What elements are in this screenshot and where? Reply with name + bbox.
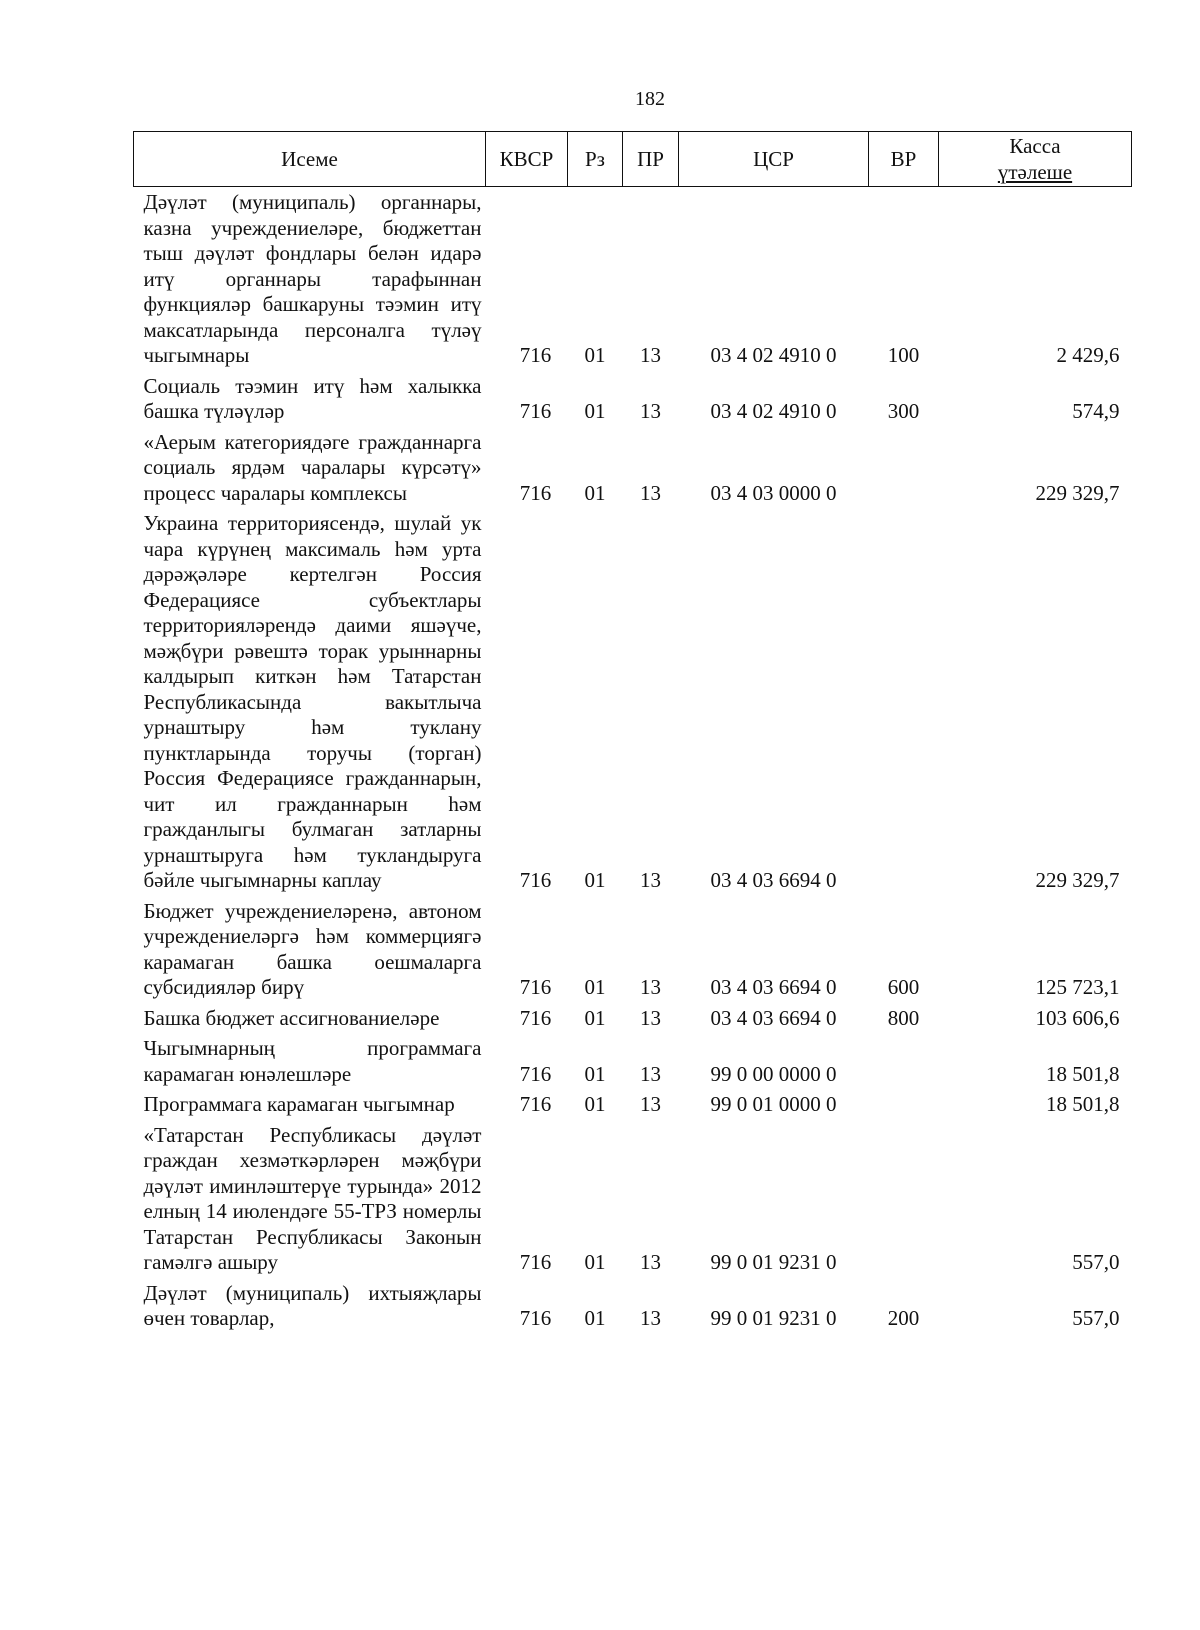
row-kassa: 103 606,6: [1035, 1005, 1120, 1030]
row-kassa: 125 723,1: [1035, 975, 1120, 999]
row-rz: 01: [584, 868, 606, 892]
row-csr: 99 0 00 0000 0: [710, 1061, 837, 1086]
row-csr: 03 4 03 6694 0: [710, 1005, 837, 1030]
row-rz: 01: [584, 1250, 606, 1274]
row-vr: [869, 1089, 939, 1120]
row-name: «Татарстан Республикасы дәүләт граждан хезмәткәрләрен мәҗбүри дәүләт иминләштерүе турында» 2012 елның 14 июлендәге 55-ТРЗ номерлы Татарстан Республикасы Законын гамәлгә ашыру: [143, 1122, 482, 1274]
row-vr: 300: [887, 399, 920, 423]
row-csr: 99 0 01 0000 0: [710, 1092, 837, 1116]
row-vr: [869, 1033, 939, 1089]
row-pr: 13: [640, 343, 661, 367]
table-row: [134, 896, 1132, 1003]
row-rz: 01: [584, 975, 606, 999]
row-name: Социаль тәэмин итү һәм халыкка башка түләүләр: [143, 373, 482, 423]
row-kassa: 2 429,6: [1056, 343, 1120, 367]
row-kvsr: 716: [519, 1092, 552, 1116]
row-csr: 99 0 01 9231 0: [710, 1250, 837, 1274]
table-row: [134, 1278, 1132, 1334]
row-vr: 100: [887, 343, 920, 367]
row-kassa: 557,0: [1072, 1250, 1120, 1274]
row-csr: 03 4 03 6694 0: [710, 975, 837, 999]
row-pr: 13: [640, 1306, 661, 1330]
row-vr: 800: [887, 1005, 920, 1030]
row-pr: 13: [640, 868, 661, 892]
row-kvsr: 716: [519, 1061, 552, 1086]
row-name: Украина территориясендә, шулай ук чара күрүнең максималь һәм урта дәрәҗәләре кертелгән Россия Федерациясе субъектлары территорияләрендә даими яшәүче, мәҗбүри рәвештә торак урыннарны калдырып киткән һәм Татарстан Республикасында вакытлыча урнаштыру һәм туклану пунктларында торучы (торган) Россия Федерациясе гражданнарын, чит ил гражданнарын һәм гражданлыгы булмаган затларны урнаштыруга һәм тукландыруга бәйле чыгымнарны каплау: [143, 511, 482, 892]
row-kvsr: 716: [519, 480, 552, 505]
row-rz: 01: [584, 399, 606, 423]
header-kassa-line1: Касса: [1009, 134, 1061, 158]
row-name: Башка бюджет ассигнованиеләре: [143, 1005, 440, 1030]
row-pr: 13: [640, 480, 661, 505]
row-pr: 13: [640, 399, 661, 423]
row-kassa: 18 501,8: [1046, 1061, 1120, 1086]
row-csr: 99 0 01 9231 0: [710, 1306, 837, 1330]
row-kassa: 229 329,7: [1035, 480, 1120, 505]
row-rz: 01: [584, 1306, 606, 1330]
row-vr: [869, 508, 939, 896]
header-name: Исеме: [134, 132, 486, 187]
row-csr: 03 4 02 4910 0: [710, 343, 837, 367]
row-kvsr: 716: [519, 1250, 552, 1274]
row-pr: 13: [640, 1061, 661, 1086]
row-rz: 01: [584, 1092, 606, 1116]
row-rz: 01: [584, 1061, 606, 1086]
row-vr: [869, 1120, 939, 1278]
row-rz: 01: [584, 480, 606, 505]
table-row: [134, 1033, 1132, 1089]
table-row: [134, 508, 1132, 896]
row-name: Программага карамаган чыгымнар: [143, 1092, 455, 1116]
row-rz: 01: [584, 343, 606, 367]
header-rz: Рз: [568, 132, 623, 187]
table-row: [134, 371, 1132, 427]
budget-execution-table: [133, 131, 1132, 1334]
row-kassa: 574,9: [1072, 399, 1120, 423]
table-row: [134, 1120, 1132, 1278]
row-kvsr: 716: [519, 1005, 552, 1030]
header-vr: ВР: [869, 132, 939, 187]
table-row: [134, 1089, 1132, 1120]
row-csr: 03 4 02 4910 0: [710, 399, 837, 423]
row-kassa: 229 329,7: [1035, 868, 1120, 892]
header-kassa: [939, 132, 1132, 187]
row-vr: [869, 427, 939, 509]
row-kvsr: 716: [519, 1306, 552, 1330]
row-name: Дәүләт (муниципаль) органнары, казна учреждениеләре, бюджеттан тыш дәүләт фондлары белән идарә итү органнары тарафыннан функцияләр башкаруны тәэмин итү максатларында персоналга түләү чыгымнары: [143, 190, 482, 367]
row-vr: 200: [887, 1306, 920, 1330]
row-kvsr: 716: [519, 868, 552, 892]
row-kvsr: 716: [519, 343, 552, 367]
row-kvsr: 716: [519, 399, 552, 423]
row-name: Чыгымнарның программага карамаган юнәлешләре: [143, 1036, 482, 1086]
row-pr: 13: [640, 1250, 661, 1274]
row-pr: 13: [640, 1005, 661, 1030]
row-kassa: 18 501,8: [1046, 1092, 1120, 1116]
header-kvsr: КВСР: [486, 132, 568, 187]
page-number: 182: [635, 88, 665, 110]
row-name: Бюджет учреждениеләренә, автоном учреждениеләргә һәм коммерциягә карамаган башка оешмаларга субсидияләр бирү: [143, 898, 482, 999]
row-vr: 600: [887, 975, 920, 999]
table-row: [134, 1003, 1132, 1034]
header-pr: ПР: [623, 132, 679, 187]
row-pr: 13: [640, 1092, 661, 1116]
table-row: [134, 427, 1132, 509]
row-name: «Аерым категориядәге гражданнарга социаль ярдәм чаралары күрсәтү» процесс чаралары комплексы: [143, 429, 482, 505]
header-kassa-line2: үтәлеше: [997, 160, 1073, 184]
row-kvsr: 716: [519, 975, 552, 999]
table-header-row: [134, 132, 1132, 187]
row-pr: 13: [640, 975, 661, 999]
row-rz: 01: [584, 1005, 606, 1030]
table-row: [134, 187, 1132, 371]
row-csr: 03 4 03 6694 0: [710, 868, 837, 892]
header-csr: ЦСР: [679, 132, 869, 187]
row-csr: 03 4 03 0000 0: [710, 480, 837, 505]
row-name: Дәүләт (муниципаль) ихтыяҗлары өчен товарлар,: [143, 1280, 482, 1330]
row-kassa: 557,0: [1072, 1306, 1120, 1330]
